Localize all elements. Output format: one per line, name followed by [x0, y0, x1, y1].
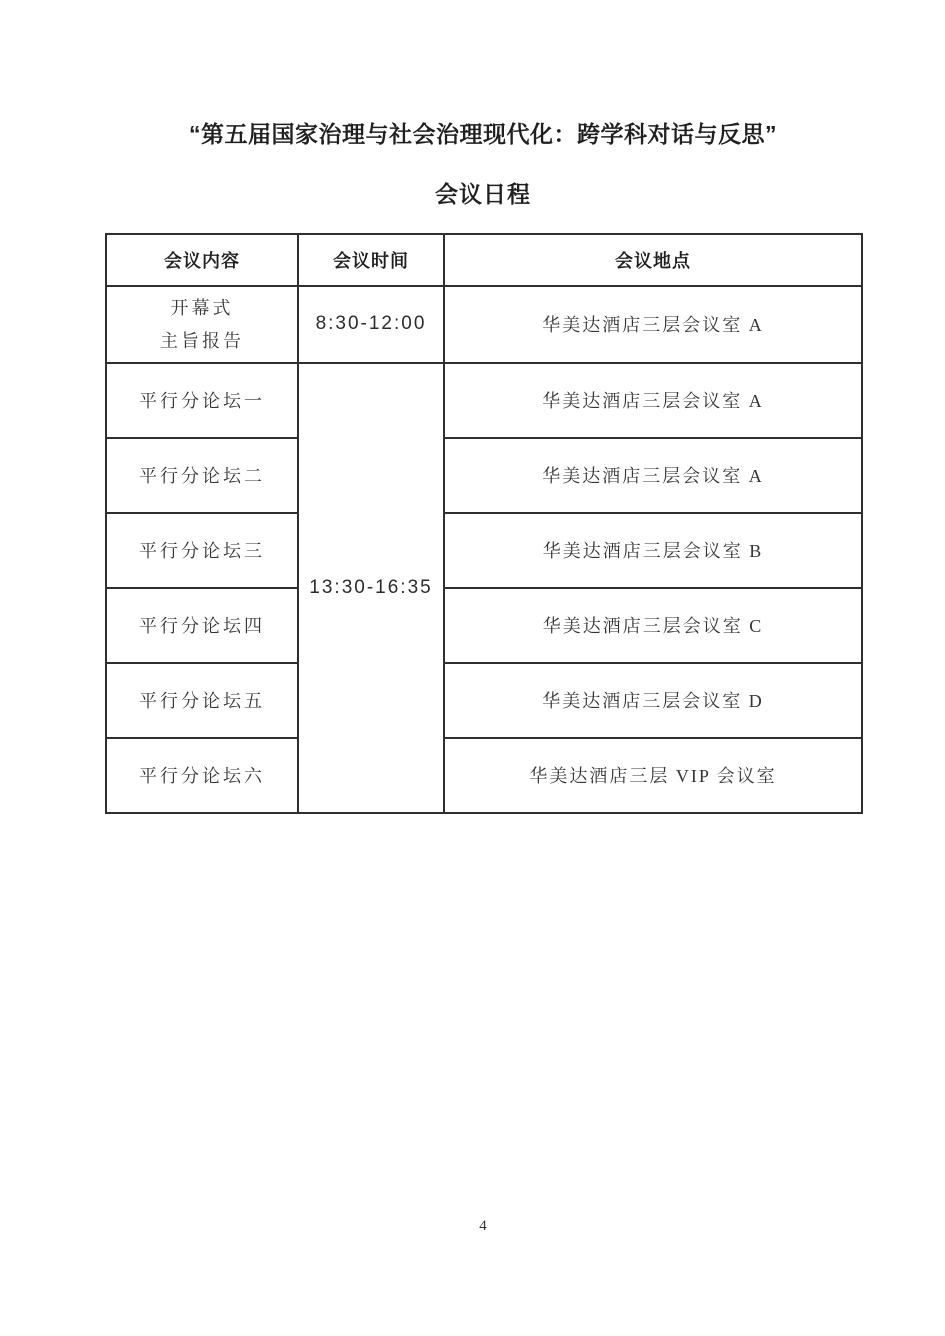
forum-2-content-cell: 平行分论坛二	[106, 438, 298, 513]
forum-6-location-cell: 华美达酒店三层 VIP 会议室	[444, 738, 862, 813]
keynote-report-label: 主旨报告	[160, 330, 244, 351]
page-number: 4	[479, 1218, 487, 1234]
table-row-forum-2	[106, 438, 862, 513]
header-meeting-time: 会议时间	[298, 234, 444, 286]
forum-2-location-cell: 华美达酒店三层会议室 A	[444, 438, 862, 513]
table-header-row	[106, 234, 862, 286]
conference-title: “第五届国家治理与社会治理现代化：跨学科对话与反思”	[189, 121, 777, 147]
table-row-forum-1	[106, 363, 862, 438]
opening-ceremony-label: 开幕式	[170, 297, 234, 318]
forum-4-content-cell: 平行分论坛四	[106, 588, 298, 663]
opening-content-cell	[106, 286, 298, 363]
table-row-forum-5	[106, 663, 862, 738]
forum-1-location-cell: 华美达酒店三层会议室 A	[444, 363, 862, 438]
forum-3-content-cell: 平行分论坛三	[106, 513, 298, 588]
forum-4-location-cell: 华美达酒店三层会议室 C	[444, 588, 862, 663]
table-row-forum-6	[106, 738, 862, 813]
forum-1-content-cell: 平行分论坛一	[106, 363, 298, 438]
opening-time-cell: 8:30-12:00	[298, 286, 444, 363]
opening-location-cell: 华美达酒店三层会议室 A	[444, 286, 862, 363]
forum-5-location-cell: 华美达酒店三层会议室 D	[444, 663, 862, 738]
schedule-table	[105, 233, 863, 814]
table-row-forum-3	[106, 513, 862, 588]
header-meeting-content: 会议内容	[106, 234, 298, 286]
table-row-opening	[106, 286, 862, 363]
forum-6-content-cell: 平行分论坛六	[106, 738, 298, 813]
header-meeting-location: 会议地点	[444, 234, 862, 286]
afternoon-time-cell: 13:30-16:35	[298, 363, 444, 813]
table-row-forum-4	[106, 588, 862, 663]
forum-3-location-cell: 华美达酒店三层会议室 B	[444, 513, 862, 588]
opening-content-lines	[107, 299, 297, 350]
forum-5-content-cell: 平行分论坛五	[106, 663, 298, 738]
page-content	[105, 0, 861, 814]
schedule-heading: 会议日程	[435, 180, 531, 207]
